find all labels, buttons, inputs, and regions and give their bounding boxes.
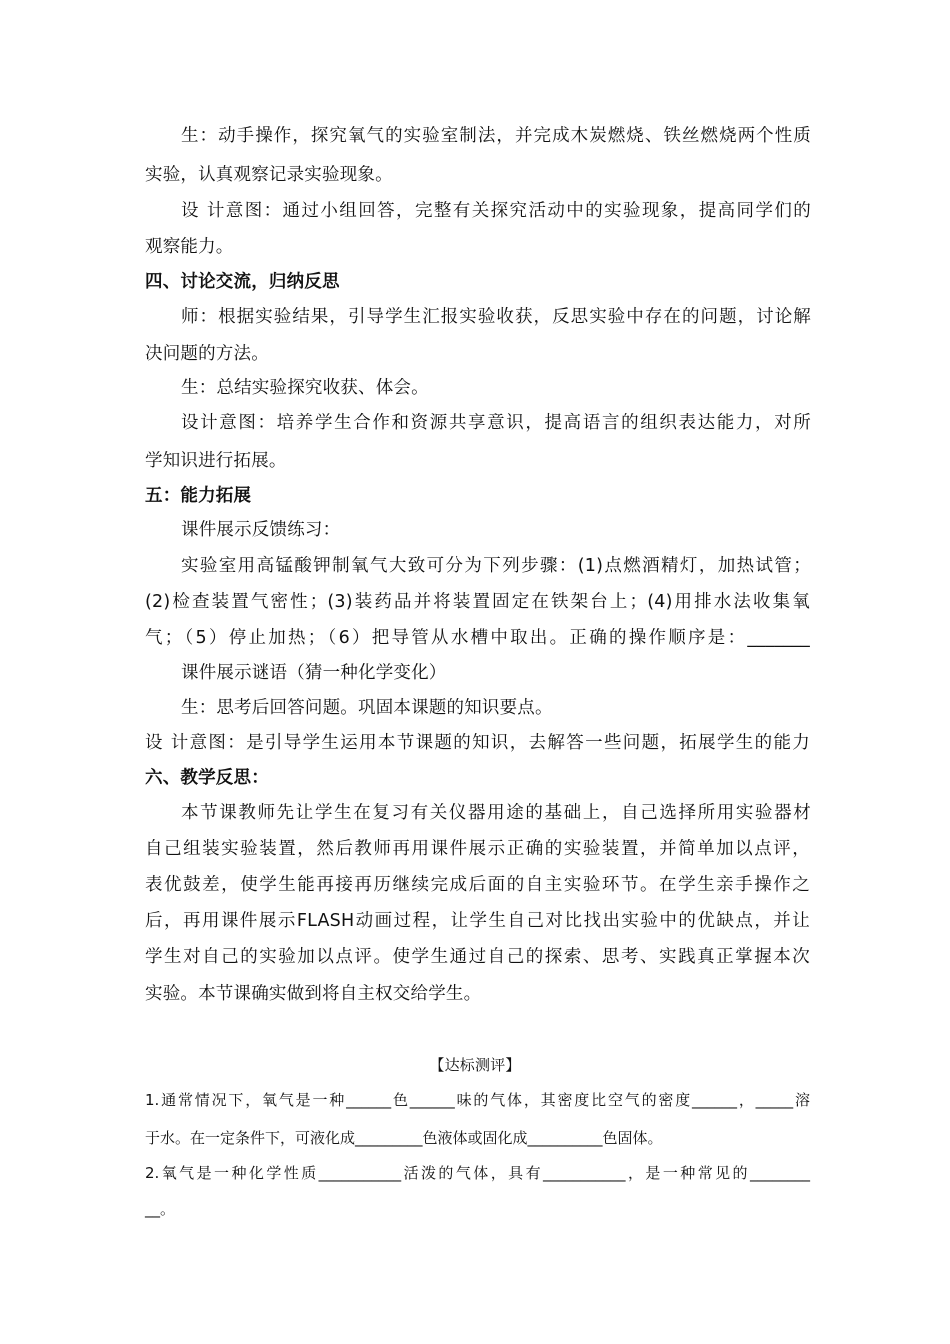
paragraph-line: 学生对自己的实验加以点评。使学生通过自己的探索、思考、实践真正掌握本次: [145, 947, 810, 967]
question-line: __。: [145, 1200, 176, 1218]
paragraph-line: 设 计意图：通过小组回答，完整有关探究活动中的实验现象，提高同学们的: [181, 201, 811, 221]
section-heading: 五：能力拓展: [145, 486, 252, 506]
paragraph-line: 设 计意图：是引导学生运用本节课题的知识，去解答一些问题，拓展学生的能力: [145, 733, 810, 753]
paragraph-line: 实验，认真观察记录实验现象。: [145, 165, 393, 185]
paragraph-line: 观察能力。: [145, 237, 234, 257]
paragraph-line: 生：动手操作，探究氧气的实验室制法，并完成木炭燃烧、铁丝燃烧两个性质: [181, 126, 811, 146]
paragraph-line: 实验。本节课确实做到将自主权交给学生。: [145, 984, 482, 1004]
paragraph-line: 生：思考后回答问题。巩固本课题的知识要点。: [181, 698, 553, 718]
paragraph-line: 生：总结实验探究收获、体会。: [181, 378, 429, 398]
paragraph-line: 实验室用高锰酸钾制氧气大致可分为下列步骤：(1)点燃酒精灯，加热试管；: [181, 556, 811, 576]
paragraph-line: 设计意图：培养学生合作和资源共享意识，提高语言的组织表达能力，对所: [181, 413, 811, 433]
paragraph-line: 表优鼓差，使学生能再接再历继续完成后面的自主实验环节。在学生亲手操作之: [145, 875, 810, 895]
question-line: 2.氧气是一种化学性质___________活泼的气体，具有___________，是一种常见的________: [145, 1164, 810, 1182]
section-heading: 四、讨论交流，归纳反思: [145, 272, 340, 292]
paragraph-line: 师：根据实验结果，引导学生汇报实验收获，反思实验中存在的问题，讨论解: [181, 307, 811, 327]
paragraph-line: 课件展示谜语（猜一种化学变化）: [181, 663, 447, 683]
paragraph-line: 学知识进行拓展。: [145, 451, 287, 471]
paragraph-line: 自己组装实验装置，然后教师再用课件展示正确的实验装置，并简单加以点评，: [145, 839, 810, 859]
assessment-title: 【达标测评】: [429, 1056, 521, 1074]
section-heading: 六、教学反思：: [145, 768, 269, 788]
paragraph-line: 课件展示反馈练习：: [181, 520, 341, 540]
paragraph-line: 气；（5）停止加热；（6）把导管从水槽中取出。正确的操作顺序是：_______: [145, 628, 810, 648]
question-line: 于水。在一定条件下，可液化成_________色液体或固化成__________色固体。: [145, 1129, 663, 1147]
paragraph-line: 决问题的方法。: [145, 344, 269, 364]
paragraph-line: 本节课教师先让学生在复习有关仪器用途的基础上，自己选择所用实验器材: [181, 803, 811, 823]
question-line: 1.通常情况下，氧气是一种______色______味的气体，其密度比空气的密度______，_____溶: [145, 1091, 810, 1109]
paragraph-line: (2)检查装置气密性；(3)装药品并将装置固定在铁架台上；(4)用排水法收集氧: [145, 592, 810, 612]
paragraph-line: 后，再用课件展示FLASH动画过程，让学生自己对比找出实验中的优缺点，并让: [145, 911, 810, 931]
